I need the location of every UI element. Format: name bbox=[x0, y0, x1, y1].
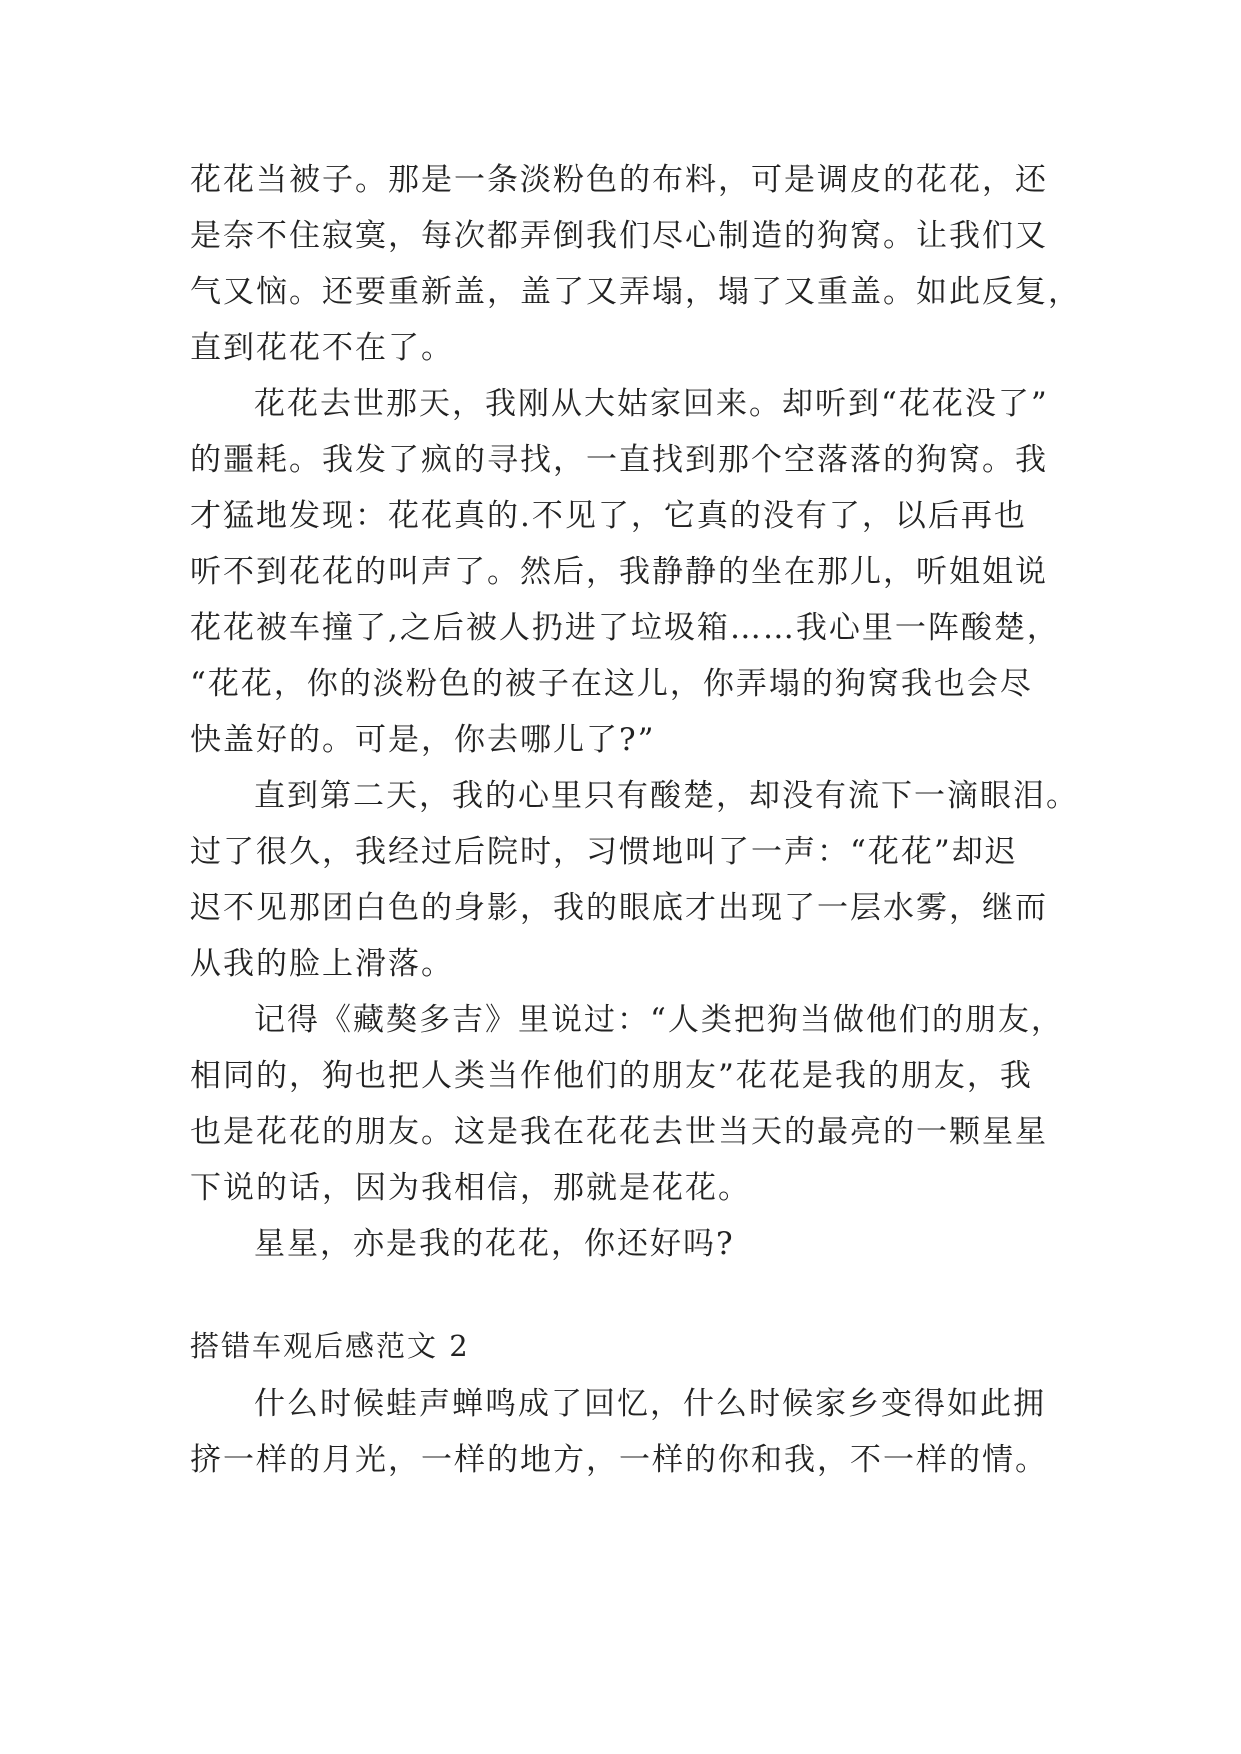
text-line: 迟不见那团白色的身影，我的眼底才出现了一层水雾，继而 bbox=[190, 890, 1048, 926]
text-line: 直到花花不在了。 bbox=[190, 330, 454, 366]
text-line: 下说的话，因为我相信，那就是花花。 bbox=[190, 1170, 751, 1206]
text-line: 相同的，狗也把人类当作他们的朋友”花花是我的朋友，我 bbox=[190, 1058, 1033, 1094]
text-line: 听不到花花的叫声了。然后，我静静的坐在那儿，听姐姐说 bbox=[190, 554, 1048, 590]
text-line: “花花，你的淡粉色的被子在这儿，你弄塌的狗窝我也会尽 bbox=[190, 666, 1033, 702]
text-line: 是奈不住寂寞，每次都弄倒我们尽心制造的狗窝。让我们又 bbox=[190, 218, 1048, 254]
text-line: 花花被车撞了,之后被人扔进了垃圾箱……我心里一阵酸楚， bbox=[190, 610, 1060, 646]
text-line: 从我的脸上滑落。 bbox=[190, 946, 454, 982]
paragraph-start: 花花去世那天，我刚从大姑家回来。却听到“花花没了” bbox=[254, 386, 1049, 422]
text-line: 快盖好的。可是，你去哪儿了?” bbox=[190, 722, 656, 758]
text-line: 花花当被子。那是一条淡粉色的布料，可是调皮的花花，还 bbox=[190, 162, 1048, 198]
text-line: 才猛地发现：花花真的.不见了，它真的没有了，以后再也 bbox=[190, 498, 1027, 534]
paragraph-start: 直到第二天，我的心里只有酸楚，却没有流下一滴眼泪。 bbox=[254, 778, 1079, 814]
text-line: 的噩耗。我发了疯的寻找，一直找到那个空落落的狗窝。我 bbox=[190, 442, 1048, 478]
paragraph-start: 记得《藏獒多吉》里说过：“人类把狗当做他们的朋友， bbox=[254, 1002, 1064, 1038]
section-heading: 搭错车观后感范文 2 bbox=[190, 1329, 470, 1363]
text-line: 挤一样的月光，一样的地方，一样的你和我，不一样的情。 bbox=[190, 1442, 1048, 1478]
paragraph-start: 什么时候蛙声蝉鸣成了回忆，什么时候家乡变得如此拥 bbox=[254, 1386, 1046, 1422]
paragraph-start: 星星，亦是我的花花，你还好吗? bbox=[254, 1226, 735, 1262]
text-line: 也是花花的朋友。这是我在花花去世当天的最亮的一颗星星 bbox=[190, 1114, 1048, 1150]
text-line: 过了很久，我经过后院时，习惯地叫了一声：“花花”却迟 bbox=[190, 834, 1018, 870]
text-line: 气又恼。还要重新盖，盖了又弄塌，塌了又重盖。如此反复， bbox=[190, 274, 1081, 310]
